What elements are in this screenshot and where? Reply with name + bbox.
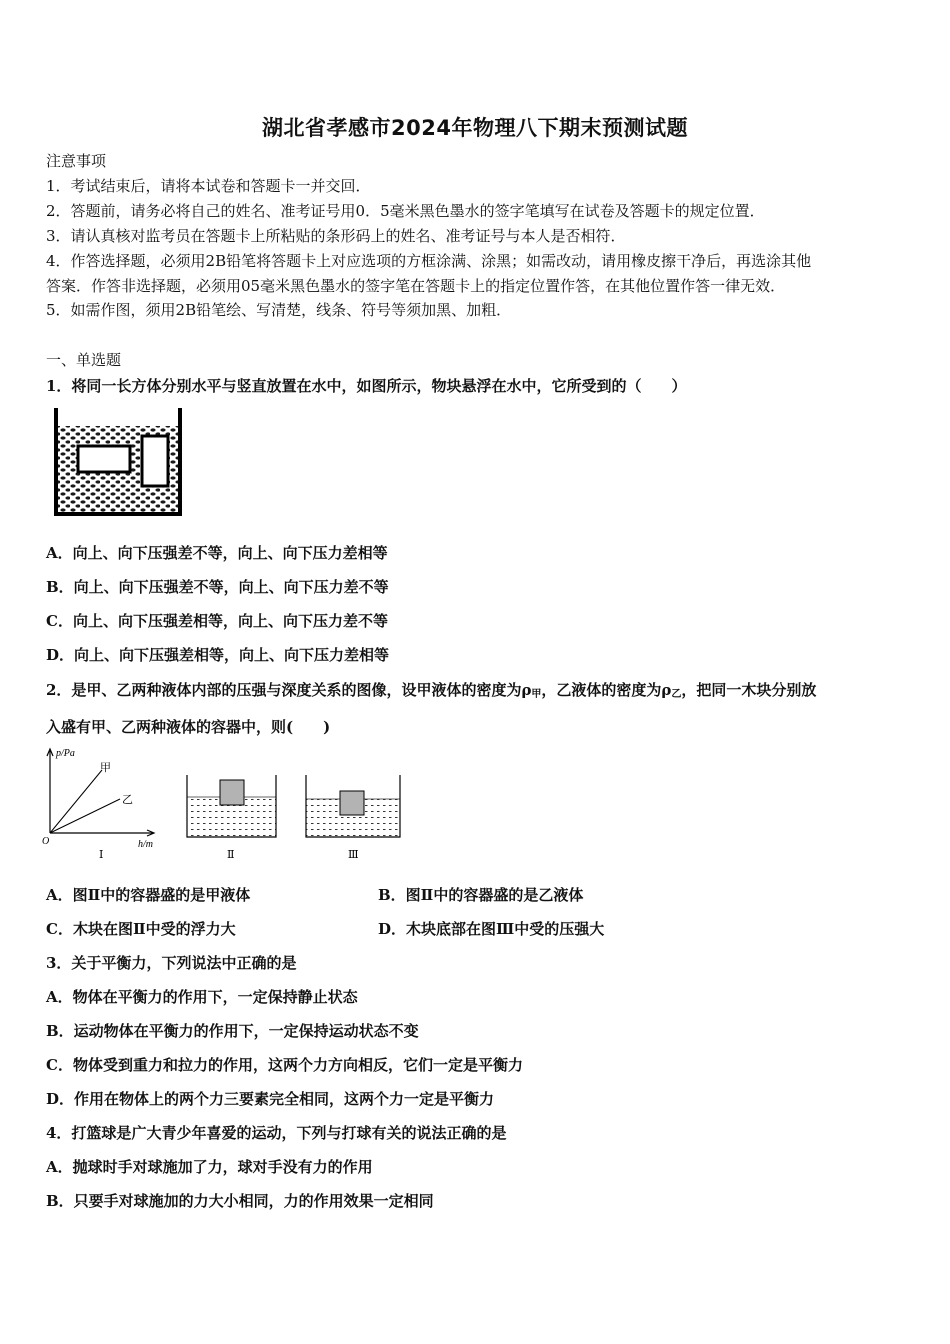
- container-2: [187, 775, 276, 861]
- q3-stem: 3．关于平衡力，下列说法中正确的是: [46, 954, 297, 972]
- wood-block-3: [340, 791, 364, 815]
- q4-option-b: B．只要手对球施加的力大小相同，力的作用效果一定相同: [46, 1192, 434, 1210]
- note-item: 答案．作答非选择题，必须用05毫米黑色墨水的签字笔在答题卡上的指定位置作答，在其他位置作答一律无效．: [46, 277, 786, 295]
- figure-label-3: Ⅲ: [348, 849, 359, 861]
- container-3: [306, 775, 400, 861]
- q1-figure-tank: [50, 404, 186, 520]
- q2-option-c: C．木块在图Ⅱ中受的浮力大: [46, 920, 236, 938]
- q4-stem: 4．打篮球是广大青少年喜爱的运动，下列与打球有关的说法正确的是: [46, 1124, 507, 1142]
- page-title: 湖北省孝感市2024年物理八下期末预测试题: [262, 116, 688, 140]
- section-heading: 一、单选题: [46, 351, 122, 369]
- line-yi-label: 乙: [122, 794, 133, 806]
- line-jia-label: 甲: [100, 762, 111, 774]
- q1-option-a: A．向上、向下压强差不等，向上、向下压力差相等: [46, 544, 388, 562]
- q3-option-a: A．物体在平衡力的作用下，一定保持静止状态: [46, 988, 358, 1006]
- q2-stem: 2．是甲、乙两种液体内部的压强与深度关系的图像，设甲液体的密度为$\rho_甲$，乙液体的密度为$\rho_乙$，把同一木块分别放: [46, 681, 817, 700]
- q1-stem: 1．将同一长方体分别水平与竖直放置在水中，如图所示，物块悬浮在水中，它所受到的（ ）: [46, 377, 687, 395]
- wood-block-2: [220, 780, 244, 805]
- q2-option-a: A．图Ⅱ中的容器盛的是甲液体: [46, 886, 251, 904]
- notes-heading: 注意事项: [46, 152, 107, 170]
- note-item: 4．作答选择题，必须用2B铅笔将答题卡上对应选项的方框涂满、涂黑；如需改动，请用橡皮擦干净后，再选涂其他: [46, 252, 812, 270]
- line-jia: [50, 770, 102, 833]
- q1-option-b: B．向上、向下压强差不等，向上、向下压力差不等: [46, 578, 389, 596]
- q3-option-d: D．作用在物体上的两个力三要素完全相同，这两个力一定是平衡力: [46, 1090, 495, 1108]
- q2-stem-line2: 入盛有甲、乙两种液体的容器中，则( ): [46, 718, 331, 736]
- y-axis-label: p/Pa: [56, 748, 75, 759]
- note-item: 2．答题前，请务必将自己的姓名、准考证号用0．5毫米黑色墨水的签字笔填写在试卷及答题卡的规定位置．: [46, 202, 765, 220]
- q4-option-a: A．抛球时手对球施加了力，球对手没有力的作用: [46, 1158, 373, 1176]
- note-item: 1．考试结束后，请将本试卷和答题卡一并交回．: [46, 177, 371, 195]
- line-yi: [50, 799, 120, 833]
- q2-option-b: B．图Ⅱ中的容器盛的是乙液体: [378, 886, 584, 904]
- horizontal-block: [78, 446, 130, 472]
- q3-option-b: B．运动物体在平衡力的作用下，一定保持运动状态不变: [46, 1022, 419, 1040]
- q1-option-d: D．向上、向下压强差相等，向上、向下压力差相等: [46, 646, 390, 664]
- q3-option-c: C．物体受到重力和拉力的作用，这两个力方向相反，它们一定是平衡力: [46, 1056, 523, 1074]
- figure-label-1: Ⅰ: [99, 849, 104, 861]
- note-item: 3．请认真核对监考员在答题卡上所粘贴的条形码上的姓名、准考证号与本人是否相符．: [46, 227, 626, 245]
- note-item: 5．如需作图，须用2B铅笔绘、写清楚，线条、符号等须加黑、加粗．: [46, 301, 512, 319]
- x-axis-label: h/m: [138, 839, 153, 850]
- q2-figure: [40, 743, 420, 868]
- vertical-block: [142, 436, 168, 486]
- origin-label: O: [42, 836, 50, 847]
- q2-option-d: D．木块底部在图Ⅲ中受的压强大: [378, 920, 605, 938]
- figure-label-2: Ⅱ: [227, 849, 235, 861]
- q1-option-c: C．向上、向下压强差相等，向上、向下压力差不等: [46, 612, 388, 630]
- pressure-depth-graph: [42, 748, 154, 861]
